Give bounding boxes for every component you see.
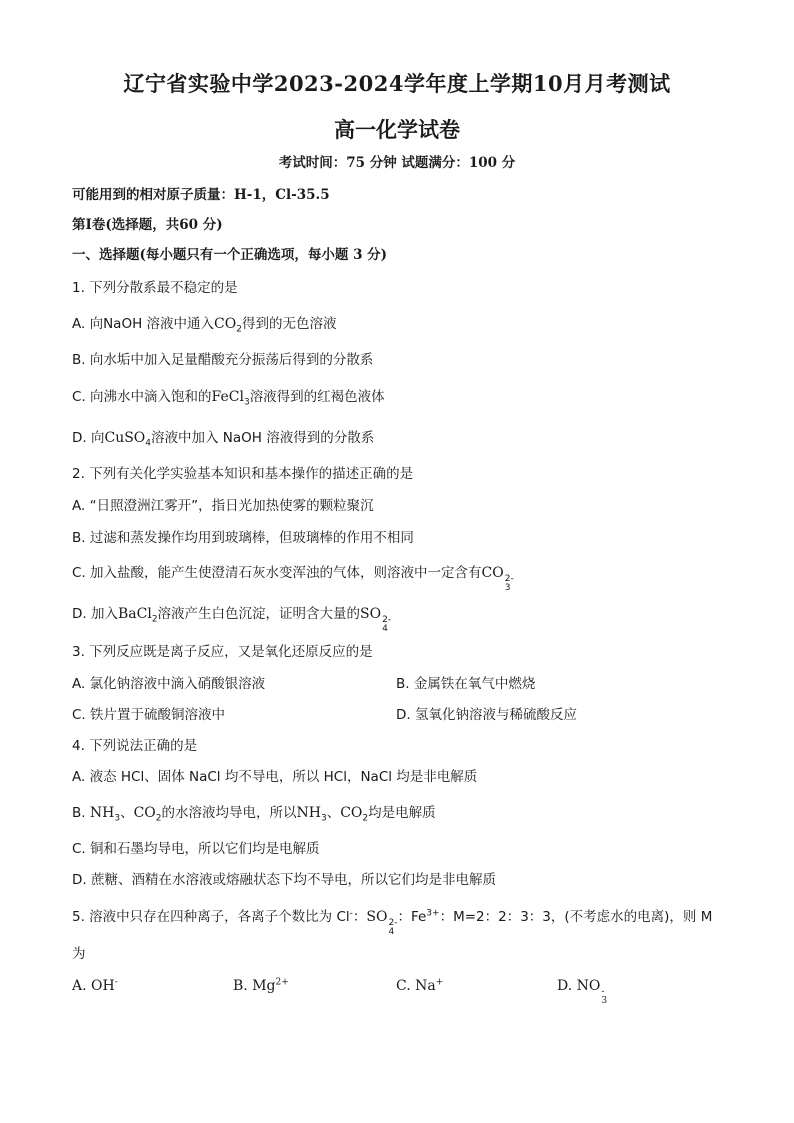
q3-option-b: B. 金属铁在氧气中燃烧 [396, 676, 536, 692]
part-heading: 第Ⅰ卷(选择题，共60 分) [72, 217, 223, 233]
q4-stem: 4. 下列说法正确的是 [72, 738, 198, 754]
exam-subtitle: 高一化学试卷 [334, 117, 460, 142]
q2-option-a: A. “日照澄洲江雾开”，指日光加热使雾的颗粒聚沉 [72, 498, 374, 514]
q4-option-c: C. 铜和石墨均导电，所以它们均是电解质 [72, 841, 320, 857]
q3-option-d: D. 氢氧化钠溶液与稀硫酸反应 [396, 707, 577, 723]
q5-option-d: D. NO - 3 [557, 978, 608, 1006]
atomic-mass-note: 可能用到的相对原子质量：H-1，Cl-35.5 [72, 187, 330, 203]
q2-option-b: B. 过滤和蒸发操作均用到玻璃棒，但玻璃棒的作用不相同 [72, 530, 414, 546]
q4-option-d: D. 蔗糖、酒精在水溶液或熔融状态下均不导电，所以它们均是非电解质 [72, 872, 496, 888]
q1-stem: 1. 下列分散系最不稳定的是 [72, 280, 238, 296]
exam-info: 考试时间：75 分钟 试题满分：100 分 [278, 155, 516, 171]
q3-option-c: C. 铁片置于硫酸铜溶液中 [72, 707, 226, 723]
q2-option-c: C. 加入盐酸，能产生使澄清石灰水变浑浊的气体，则溶液中一定含有CO 2- 3 [72, 565, 514, 593]
q1-option-d: D. 向CuSO$_4$溶液中加入 NaOH 溶液得到的分散系 [72, 430, 375, 449]
q3-stem: 3. 下列反应既是离子反应，又是氧化还原反应的是 [72, 644, 373, 660]
q4-option-b: B. $NH_3$、$CO_2$的水溶液均导电，所以$NH_3$、$CO_2$均是电解质 [72, 805, 436, 824]
q4-option-a: A. 液态 HCl、固体 NaCl 均不导电，所以 HCl，NaCl 均是非电解质 [72, 769, 478, 785]
q1-option-c: C. 向沸水中滴入饱和的FeCl$_3$溶液得到的红褐色液体 [72, 389, 385, 408]
q1-option-b: B. 向水垢中加入足量醋酸充分振荡后得到的分散系 [72, 352, 374, 368]
q2-option-d: D. 加入BaCl$_2$溶液产生白色沉淀，证明含大量的SO 2- 4 [72, 606, 392, 634]
q1-option-a: A. 向NaOH 溶液中通入$CO_2$得到的无色溶液 [72, 316, 337, 335]
q5-stem: 5. 溶液中只存在四种离子，各离子个数比为 Cl-：SO 2- 4 ：$Fe^{3+}$：M=2：2：3：3，(不考虑水的电离)，则 M [72, 908, 713, 937]
q5-option-b: B. $Mg^{2+}$ [233, 977, 289, 994]
exam-title: 辽宁省实验中学2023-2024学年度上学期10月月考测试 [123, 71, 671, 96]
q5-option-c: C. Na+ [396, 977, 444, 994]
q2-stem: 2. 下列有关化学实验基本知识和基本操作的描述正确的是 [72, 466, 414, 482]
section-heading: 一、选择题(每小题只有一个正确选项，每小题 3 分) [72, 247, 388, 263]
q5-option-a: A. OH- [72, 977, 118, 994]
q3-option-a: A. 氯化钠溶液中滴入硝酸银溶液 [72, 676, 266, 692]
q5-stem-continued: 为 [72, 946, 86, 962]
